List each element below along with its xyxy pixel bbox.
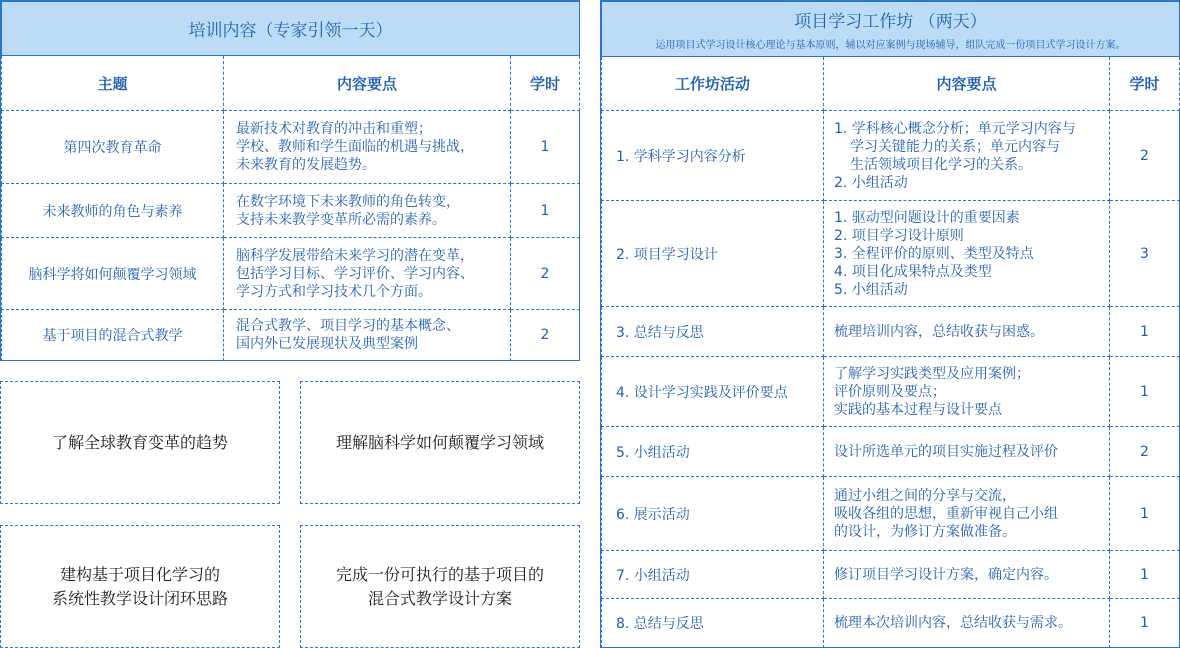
row-hours: 1 — [1110, 357, 1180, 427]
row-topic: 未来教师的角色与素养 — [2, 184, 224, 238]
content-line: 吸收各组的思想，重新审视自己小组 — [834, 505, 1058, 522]
content-line: 学校、教师和学生面临的机遇与挑战， — [236, 139, 474, 155]
table-row — [602, 477, 1180, 551]
row-content — [824, 111, 1110, 201]
goal-text: 系统性教学设计闭环思路 — [51, 588, 228, 608]
row-hours: 1 — [1110, 551, 1180, 599]
row-content — [224, 310, 511, 361]
header-hours: 学时 — [511, 56, 580, 111]
content-line: 支持未来教学变革所必需的素养。 — [236, 211, 446, 228]
table-row — [602, 427, 1180, 477]
content-line: 通过小组之间的分享与交流， — [834, 487, 1016, 504]
row-hours: 2 — [1110, 427, 1180, 477]
workshop-title: 项目学习工作坊 （两天） — [794, 12, 987, 32]
row-hours: 1 — [511, 111, 580, 184]
table-row — [602, 111, 1180, 201]
row-activity: 7. 小组活动 — [602, 551, 824, 599]
table-row — [602, 357, 1180, 427]
table-row — [2, 238, 580, 310]
content-line: 混合式教学、项目学习的基本概念、 — [236, 318, 460, 334]
table-row — [2, 184, 580, 238]
row-hours: 1 — [1110, 307, 1180, 357]
goal-box — [0, 525, 280, 648]
content-line: 了解学习实践类型及应用案例； — [834, 365, 1030, 382]
workshop-title-cell — [602, 2, 1180, 57]
content-line: 的设计，为修订方案做准备。 — [834, 523, 1016, 540]
content-line: 学习方式和学习技术几个方面。 — [236, 283, 432, 300]
content-line: 修订项目学习设计方案，确定内容。 — [834, 566, 1058, 583]
row-topic: 基于项目的混合式教学 — [2, 310, 224, 361]
table-row — [2, 111, 580, 184]
row-content — [824, 307, 1110, 357]
training-panel — [0, 0, 580, 361]
content-line: 1. 学科核心概念分析；单元学习内容与 — [834, 120, 1076, 137]
content-line: 2. 项目学习设计原则 — [834, 227, 964, 244]
goal-text: 了解全球教育变革的趋势 — [51, 432, 228, 452]
row-topic: 第四次教育革命 — [2, 111, 224, 184]
content-line: 最新技术对教育的冲击和重塑； — [236, 121, 432, 137]
goal-text: 混合式教学设计方案 — [367, 588, 512, 608]
goal-box — [0, 381, 280, 504]
row-hours: 2 — [1110, 111, 1180, 201]
header-content: 内容要点 — [824, 57, 1110, 111]
content-line: 设计所选单元的项目实施过程及评价 — [834, 443, 1058, 460]
content-line: 评价原则及要点； — [834, 383, 946, 400]
goal-text: 建构基于项目化学习的 — [59, 564, 220, 584]
content-line: 梳理本次培训内容，总结收获与需求。 — [834, 615, 1072, 631]
content-line: 未来教育的发展趋势。 — [236, 157, 376, 173]
header-content: 内容要点 — [224, 56, 511, 111]
row-activity: 8. 总结与反思 — [602, 599, 824, 648]
row-topic: 脑科学将如何颠覆学习领域 — [2, 238, 224, 310]
content-line: 脑科学发展带给未来学习的潜在变革， — [236, 247, 474, 264]
row-hours: 2 — [511, 310, 580, 361]
row-activity: 1. 学科学习内容分析 — [602, 111, 824, 201]
table-row — [602, 307, 1180, 357]
content-line: 实践的基本过程与设计要点 — [834, 401, 1002, 418]
content-line: 5. 小组活动 — [834, 281, 908, 298]
row-hours: 1 — [511, 184, 580, 238]
row-content — [824, 477, 1110, 551]
row-content — [224, 238, 511, 310]
training-title: 培训内容（专家引领一天） — [2, 2, 580, 56]
content-line: 包括学习目标、学习评价、学习内容、 — [236, 265, 474, 282]
content-line: 生活领域项目化学习的关系。 — [850, 156, 1032, 173]
content-line: 国内外已发展现状及典型案例 — [236, 336, 418, 352]
goal-text: 完成一份可执行的基于项目的 — [335, 564, 544, 584]
table-row — [602, 599, 1180, 648]
content-line: 4. 项目化成果特点及类型 — [834, 263, 992, 280]
table-row — [2, 310, 580, 361]
row-content — [224, 184, 511, 238]
goal-text: 理解脑科学如何颠覆学习领域 — [335, 432, 544, 452]
training-table — [1, 1, 580, 361]
table-row — [602, 201, 1180, 307]
goal-box — [300, 381, 580, 504]
row-content — [824, 357, 1110, 427]
row-hours: 2 — [511, 238, 580, 310]
row-activity: 4. 设计学习实践及评价要点 — [602, 357, 824, 427]
content-line: 1. 驱动型问题设计的重要因素 — [834, 209, 1020, 226]
row-activity: 5. 小组活动 — [602, 427, 824, 477]
row-content — [824, 201, 1110, 307]
table-row — [602, 551, 1180, 599]
row-activity: 2. 项目学习设计 — [602, 201, 824, 307]
workshop-subtitle: 运用项目式学习设计核心理论与基本原则，辅以对应案例与现场辅导，组队完成一份项目式学习设计方案。 — [655, 40, 1126, 51]
row-hours: 3 — [1110, 201, 1180, 307]
workshop-table — [601, 1, 1180, 648]
content-line: 学习关键能力的关系；单元内容与 — [850, 138, 1060, 155]
content-line: 在数字环境下未来教师的角色转变， — [236, 193, 460, 210]
workshop-panel — [600, 0, 1180, 648]
header-activity: 工作坊活动 — [602, 57, 824, 111]
row-content — [824, 599, 1110, 648]
row-content — [824, 427, 1110, 477]
content-line: 2. 小组活动 — [834, 174, 908, 191]
content-line: 3. 全程评价的原则、类型及特点 — [834, 245, 1034, 262]
row-activity: 3. 总结与反思 — [602, 307, 824, 357]
row-content — [824, 551, 1110, 599]
row-content — [224, 111, 511, 184]
header-topic: 主题 — [2, 56, 224, 111]
content-line: 梳理培训内容，总结收获与困惑。 — [834, 323, 1044, 340]
row-hours: 1 — [1110, 477, 1180, 551]
row-activity: 6. 展示活动 — [602, 477, 824, 551]
header-hours: 学时 — [1110, 57, 1180, 111]
goal-box — [300, 525, 580, 648]
row-hours: 1 — [1110, 599, 1180, 648]
